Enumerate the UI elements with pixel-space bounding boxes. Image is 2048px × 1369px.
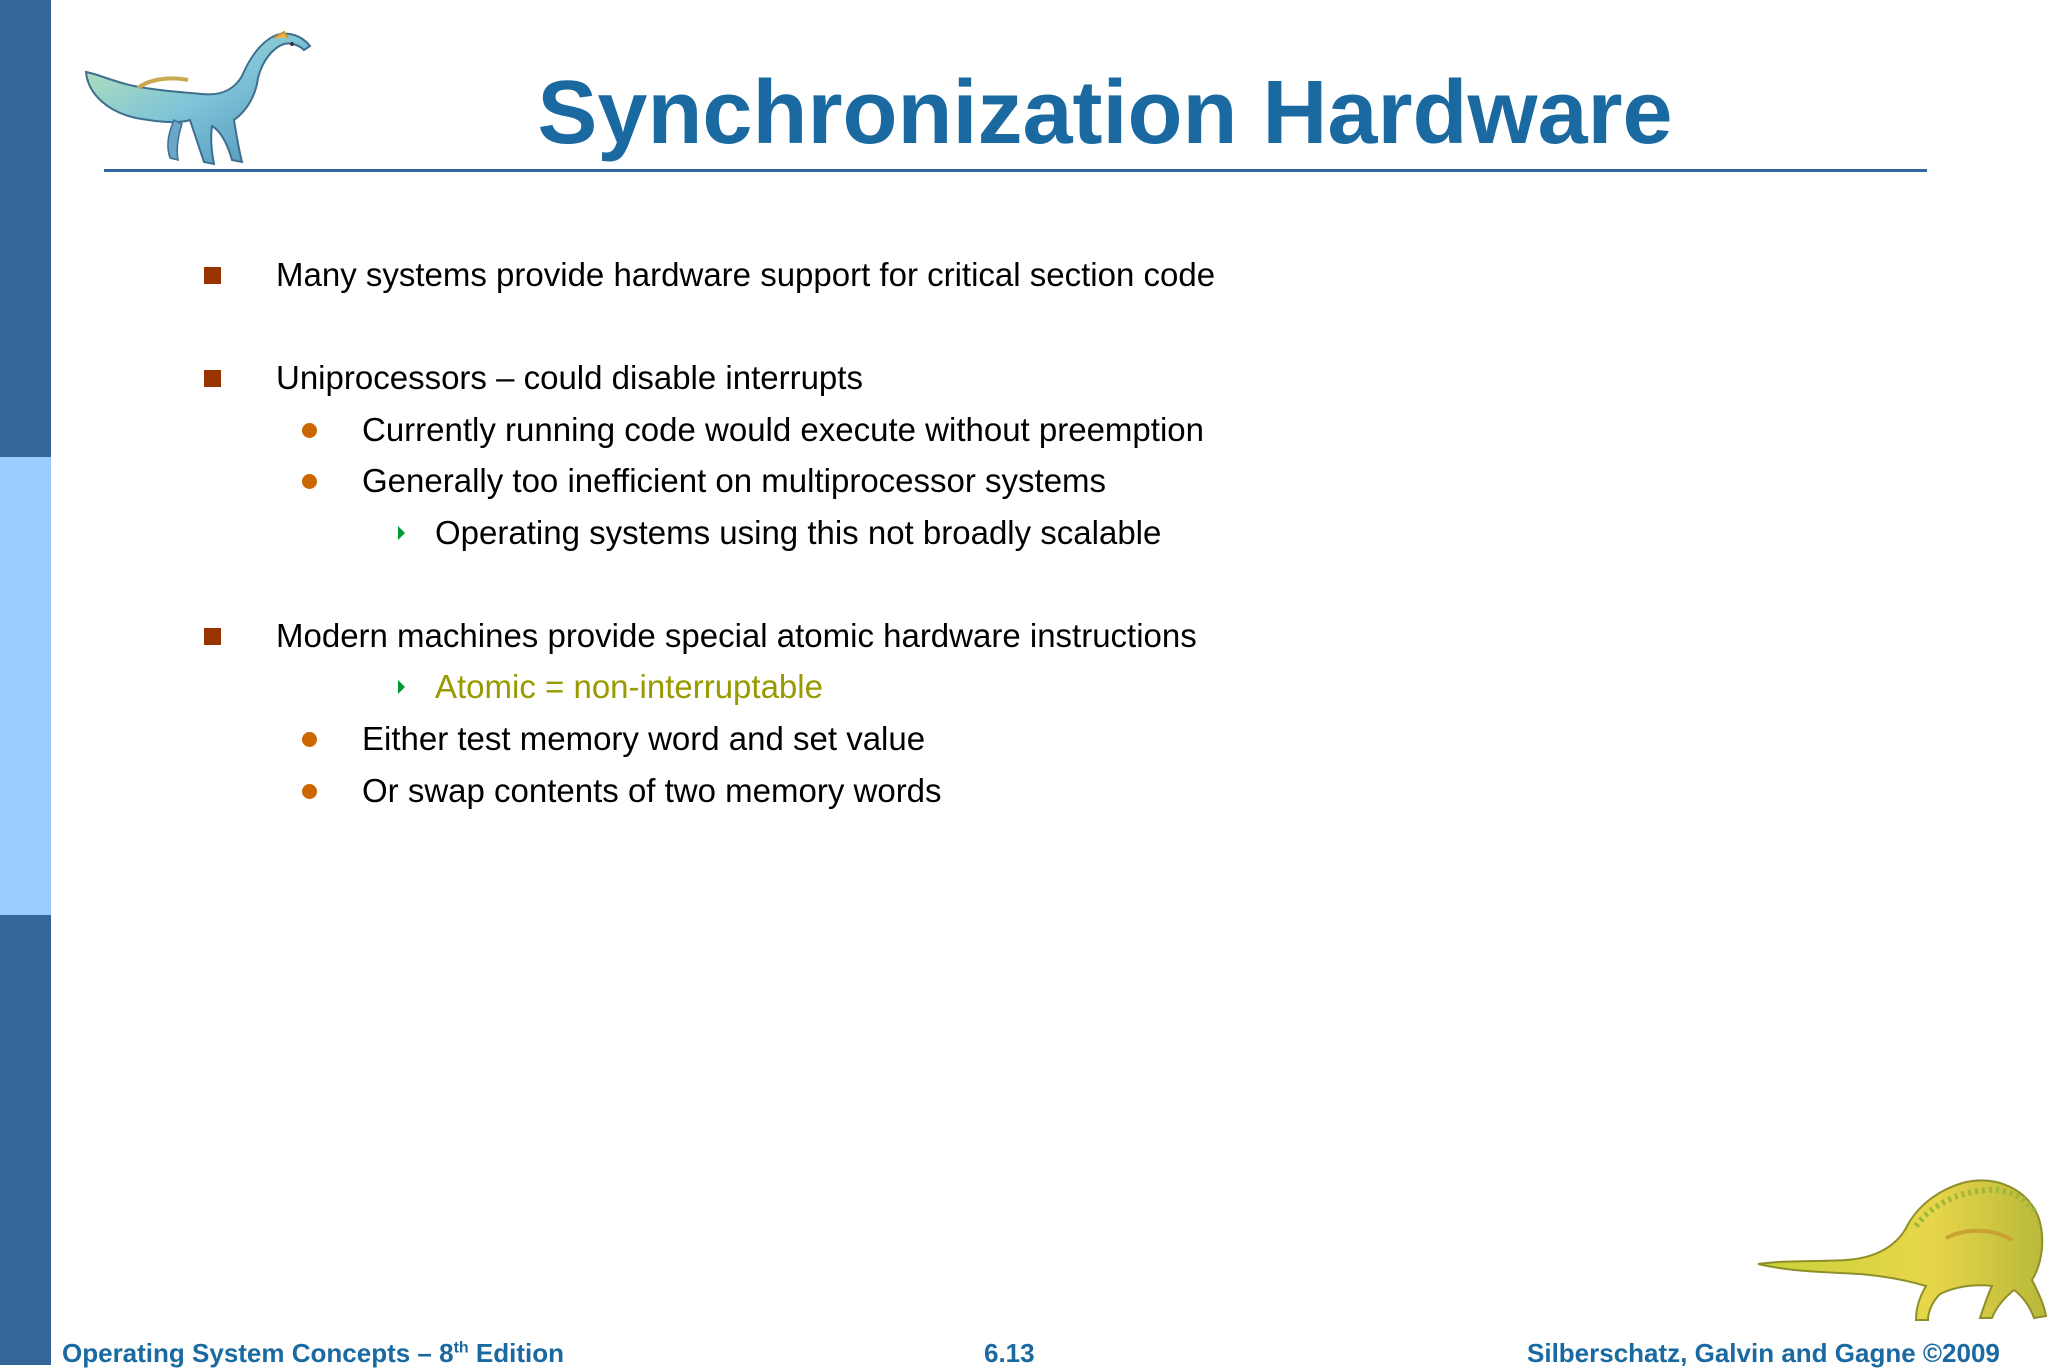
sub-sub-bullet-item-1: Operating systems using this not broadly scalable xyxy=(435,513,1161,553)
footer-book-title: Operating System Concepts – 8th Edition xyxy=(62,1338,564,1368)
title-divider xyxy=(104,169,1927,172)
arrow-bullet-icon xyxy=(398,526,405,540)
sub-bullet-item-2: Generally too inefficient on multiprocessor systems xyxy=(362,461,1106,501)
dot-bullet-icon xyxy=(302,732,317,747)
sub-sub-bullet-item-2: Atomic = non-interruptable xyxy=(435,667,823,707)
square-bullet-icon xyxy=(204,628,221,645)
dot-bullet-icon xyxy=(302,784,317,799)
side-band-middle xyxy=(0,457,51,915)
bullet-item-1: Many systems provide hardware support for critical section code xyxy=(276,255,1215,295)
sub-bullet-item-1: Currently running code would execute without preemption xyxy=(362,410,1204,450)
dinosaur-illustration-bottom xyxy=(1756,1168,2048,1324)
side-band-bottom xyxy=(0,915,51,1365)
footer-copyright: Silberschatz, Galvin and Gagne ©2009 xyxy=(1527,1338,2000,1368)
sub-bullet-item-3: Either test memory word and set value xyxy=(362,719,925,759)
square-bullet-icon xyxy=(204,370,221,387)
footer-page-number: 6.13 xyxy=(984,1338,1035,1368)
square-bullet-icon xyxy=(204,267,221,284)
sub-bullet-item-4: Or swap contents of two memory words xyxy=(362,771,942,811)
dot-bullet-icon xyxy=(302,423,317,438)
arrow-bullet-icon xyxy=(398,680,405,694)
slide-title: Synchronization Hardware xyxy=(537,63,1673,163)
bullet-item-2: Uniprocessors – could disable interrupts xyxy=(276,358,863,398)
dot-bullet-icon xyxy=(302,474,317,489)
bullet-item-3: Modern machines provide special atomic hardware instructions xyxy=(276,616,1197,656)
